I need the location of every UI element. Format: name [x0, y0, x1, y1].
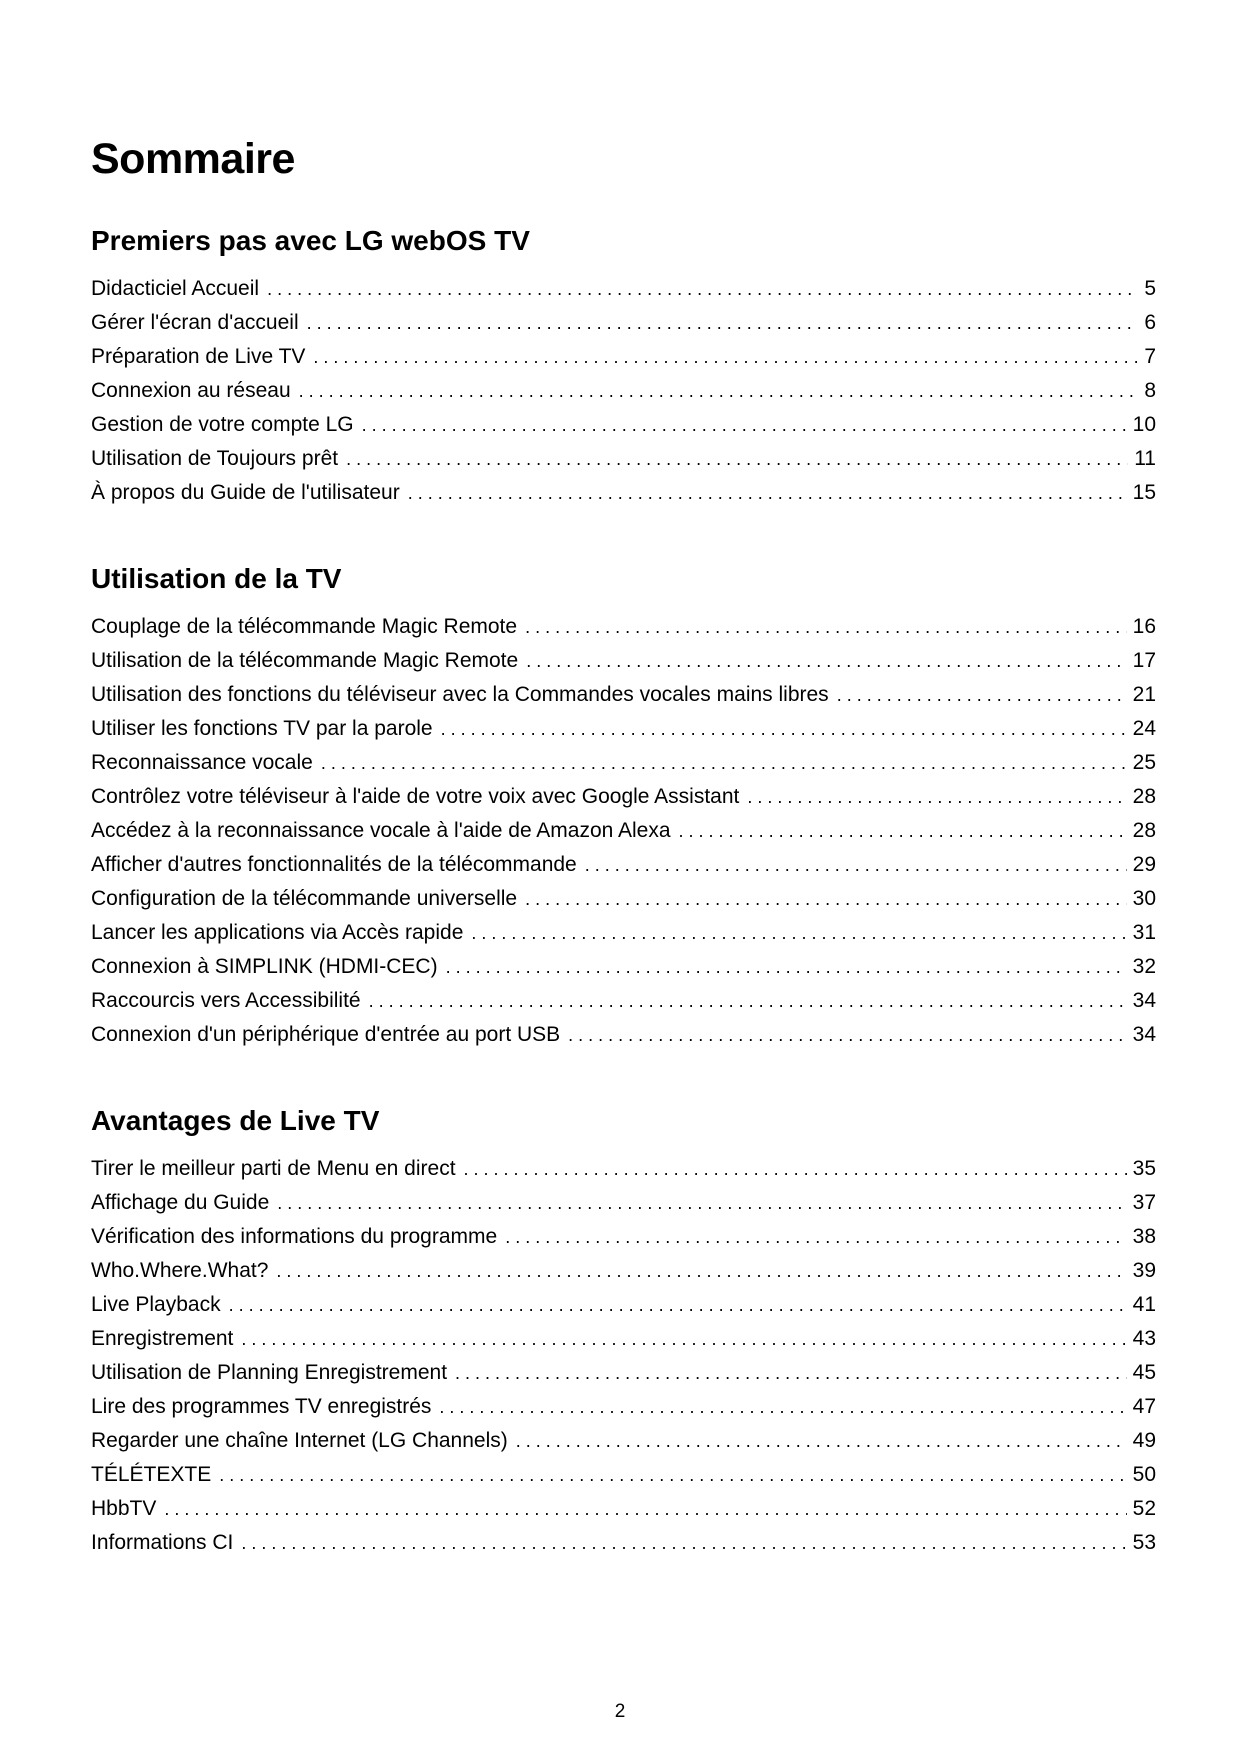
- toc-entry-label: Utilisation de la télécommande Magic Remote: [91, 649, 519, 672]
- toc-entry-page: 28: [1132, 819, 1156, 842]
- toc-entry-label: Didacticiel Accueil: [91, 277, 260, 300]
- toc-entry[interactable]: [91, 1424, 1156, 1458]
- toc-entry[interactable]: [91, 814, 1156, 848]
- toc-entry[interactable]: [91, 340, 1156, 374]
- toc-entry-label: Regarder une chaîne Internet (LG Channels): [91, 1429, 508, 1452]
- toc-entry-label: Utilisation de Toujours prêt: [91, 447, 339, 470]
- toc-entry[interactable]: [91, 1254, 1156, 1288]
- dot-leader: [464, 1152, 1127, 1186]
- dot-leader: [568, 1018, 1126, 1052]
- toc-entry-page: 31: [1132, 921, 1156, 944]
- toc-entry[interactable]: [91, 1322, 1156, 1356]
- dot-leader: [267, 272, 1138, 306]
- toc-entry-page: 47: [1132, 1395, 1156, 1418]
- toc-entry-label: Utilisation de Planning Enregistrement: [91, 1361, 448, 1384]
- toc-entry-label: TÉLÉTEXTE: [91, 1463, 212, 1486]
- toc-entry[interactable]: [91, 644, 1156, 678]
- toc-entry-list: [91, 272, 1156, 510]
- toc-entry-label: Connexion à SIMPLINK (HDMI-CEC): [91, 955, 438, 978]
- toc-entry-label: Lire des programmes TV enregistrés: [91, 1395, 432, 1418]
- dot-leader: [229, 1288, 1127, 1322]
- toc-entry[interactable]: [91, 984, 1156, 1018]
- dot-leader: [471, 916, 1126, 950]
- dot-leader: [299, 374, 1139, 408]
- toc-entry[interactable]: [91, 950, 1156, 984]
- dot-leader: [241, 1526, 1126, 1560]
- toc-entry-page: 35: [1132, 1157, 1156, 1180]
- toc-entry[interactable]: [91, 780, 1156, 814]
- toc-section-live-tv: [91, 1102, 1156, 1560]
- dot-leader: [679, 814, 1127, 848]
- dot-leader: [585, 848, 1127, 882]
- toc-entry-page: 29: [1132, 853, 1156, 876]
- toc-entry-label: Gérer l'écran d'accueil: [91, 311, 299, 334]
- dot-leader: [313, 340, 1138, 374]
- toc-entry-label: Raccourcis vers Accessibilité: [91, 989, 361, 1012]
- toc-entry[interactable]: [91, 916, 1156, 950]
- toc-entry-label: Who.Where.What?: [91, 1259, 269, 1282]
- toc-entry-page: 17: [1132, 649, 1156, 672]
- toc-entry-label: Vérification des informations du programme: [91, 1225, 498, 1248]
- dot-leader: [369, 984, 1127, 1018]
- toc-entry-page: 34: [1132, 1023, 1156, 1046]
- toc-entry-page: 53: [1132, 1531, 1156, 1554]
- toc-entry-label: Informations CI: [91, 1531, 234, 1554]
- toc-entry-label: Préparation de Live TV: [91, 345, 306, 368]
- toc-entry[interactable]: [91, 408, 1156, 442]
- toc-entry[interactable]: [91, 1390, 1156, 1424]
- toc-entry[interactable]: [91, 678, 1156, 712]
- toc-entry-page: 8: [1144, 379, 1156, 402]
- toc-entry-page: 39: [1132, 1259, 1156, 1282]
- toc-entry-label: Utilisation des fonctions du téléviseur avec la Commandes vocales mains libres: [91, 683, 829, 706]
- toc-entry[interactable]: [91, 1288, 1156, 1322]
- toc-entry-page: 25: [1132, 751, 1156, 774]
- dot-leader: [219, 1458, 1126, 1492]
- toc-entry[interactable]: [91, 746, 1156, 780]
- section-heading: Premiers pas avec LG webOS TV: [91, 225, 530, 256]
- toc-entry-page: 5: [1144, 277, 1156, 300]
- dot-leader: [526, 644, 1126, 678]
- dot-leader: [241, 1322, 1126, 1356]
- toc-entry[interactable]: [91, 1356, 1156, 1390]
- toc-entry[interactable]: [91, 610, 1156, 644]
- toc-entry-page: 49: [1132, 1429, 1156, 1452]
- toc-entry[interactable]: [91, 374, 1156, 408]
- toc-entry-label: Tirer le meilleur parti de Menu en direct: [91, 1157, 456, 1180]
- toc-entry-label: Afficher d'autres fonctionnalités de la télécommande: [91, 853, 577, 876]
- toc-entry-label: Couplage de la télécommande Magic Remote: [91, 615, 518, 638]
- toc-entry-page: 32: [1132, 955, 1156, 978]
- toc-entry-page: 41: [1132, 1293, 1156, 1316]
- toc-entry-page: 6: [1144, 311, 1156, 334]
- dot-leader: [516, 1424, 1127, 1458]
- dot-leader: [164, 1492, 1126, 1526]
- toc-entry[interactable]: [91, 1492, 1156, 1526]
- toc-entry-page: 34: [1132, 989, 1156, 1012]
- toc-entry-label: Contrôlez votre téléviseur à l'aide de votre voix avec Google Assistant: [91, 785, 740, 808]
- toc-entry[interactable]: [91, 1458, 1156, 1492]
- toc-section-using-tv: [91, 560, 1156, 1052]
- toc-entry-list: [91, 1152, 1156, 1560]
- toc-entry-label: Gestion de votre compte LG: [91, 413, 354, 436]
- toc-entry-label: Lancer les applications via Accès rapide: [91, 921, 464, 944]
- toc-entry-label: Connexion au réseau: [91, 379, 291, 402]
- dot-leader: [408, 476, 1127, 510]
- dot-leader: [277, 1186, 1126, 1220]
- toc-entry-page: 10: [1132, 413, 1156, 436]
- dot-leader: [455, 1356, 1127, 1390]
- toc-entry-label: Utiliser les fonctions TV par la parole: [91, 717, 433, 740]
- dot-leader: [525, 882, 1127, 916]
- toc-entry-label: Enregistrement: [91, 1327, 234, 1350]
- dot-leader: [446, 950, 1127, 984]
- toc-entry[interactable]: [91, 272, 1156, 306]
- toc-entry-label: Configuration de la télécommande universelle: [91, 887, 518, 910]
- toc-entry-label: HbbTV: [91, 1497, 157, 1520]
- page-title: Sommaire: [91, 135, 295, 183]
- toc-entry[interactable]: [91, 306, 1156, 340]
- dot-leader: [439, 1390, 1126, 1424]
- toc-entry-list: [91, 610, 1156, 1052]
- dot-leader: [525, 610, 1127, 644]
- toc-entry[interactable]: [91, 1526, 1156, 1560]
- toc-entry-page: 37: [1132, 1191, 1156, 1214]
- toc-entry-page: 7: [1144, 345, 1156, 368]
- page-number: 2: [614, 1701, 626, 1722]
- dot-leader: [346, 442, 1128, 476]
- toc-entry-page: 52: [1132, 1497, 1156, 1520]
- toc-section-getting-started: [91, 222, 1156, 510]
- toc-entry-label: Live Playback: [91, 1293, 221, 1316]
- section-heading: Utilisation de la TV: [91, 563, 342, 594]
- toc-entry[interactable]: [91, 1018, 1156, 1052]
- toc-entry-page: 15: [1132, 481, 1156, 504]
- toc-entry-page: 38: [1132, 1225, 1156, 1248]
- toc-entry-page: 16: [1132, 615, 1156, 638]
- toc-entry-page: 28: [1132, 785, 1156, 808]
- dot-leader: [307, 306, 1139, 340]
- toc-entry-label: Reconnaissance vocale: [91, 751, 313, 774]
- toc-entry-label: Connexion d'un périphérique d'entrée au port USB: [91, 1023, 561, 1046]
- toc-entry-label: À propos du Guide de l'utilisateur: [91, 481, 400, 504]
- toc-entry-page: 45: [1132, 1361, 1156, 1384]
- toc-entry-label: Accédez à la reconnaissance vocale à l'aide de Amazon Alexa: [91, 819, 671, 842]
- toc-entry[interactable]: [91, 442, 1156, 476]
- toc-entry[interactable]: [91, 476, 1156, 510]
- toc-entry-label: Affichage du Guide: [91, 1191, 270, 1214]
- section-heading: Avantages de Live TV: [91, 1105, 380, 1136]
- dot-leader: [837, 678, 1127, 712]
- toc-entry-page: 21: [1132, 683, 1156, 706]
- toc-entry-page: 11: [1134, 447, 1156, 470]
- toc-entry-page: 24: [1132, 717, 1156, 740]
- dot-leader: [441, 712, 1127, 746]
- toc-entry[interactable]: [91, 848, 1156, 882]
- toc-entry-page: 43: [1132, 1327, 1156, 1350]
- dot-leader: [276, 1254, 1126, 1288]
- table-of-contents: [91, 130, 1156, 1560]
- toc-entry-page: 50: [1132, 1463, 1156, 1486]
- dot-leader: [505, 1220, 1126, 1254]
- toc-entry[interactable]: [91, 712, 1156, 746]
- toc-entry[interactable]: [91, 1186, 1156, 1220]
- toc-entry[interactable]: [91, 1220, 1156, 1254]
- dot-leader: [321, 746, 1127, 780]
- dot-leader: [362, 408, 1127, 442]
- toc-entry-page: 30: [1132, 887, 1156, 910]
- toc-entry[interactable]: [91, 1152, 1156, 1186]
- toc-entry[interactable]: [91, 882, 1156, 916]
- dot-leader: [747, 780, 1126, 814]
